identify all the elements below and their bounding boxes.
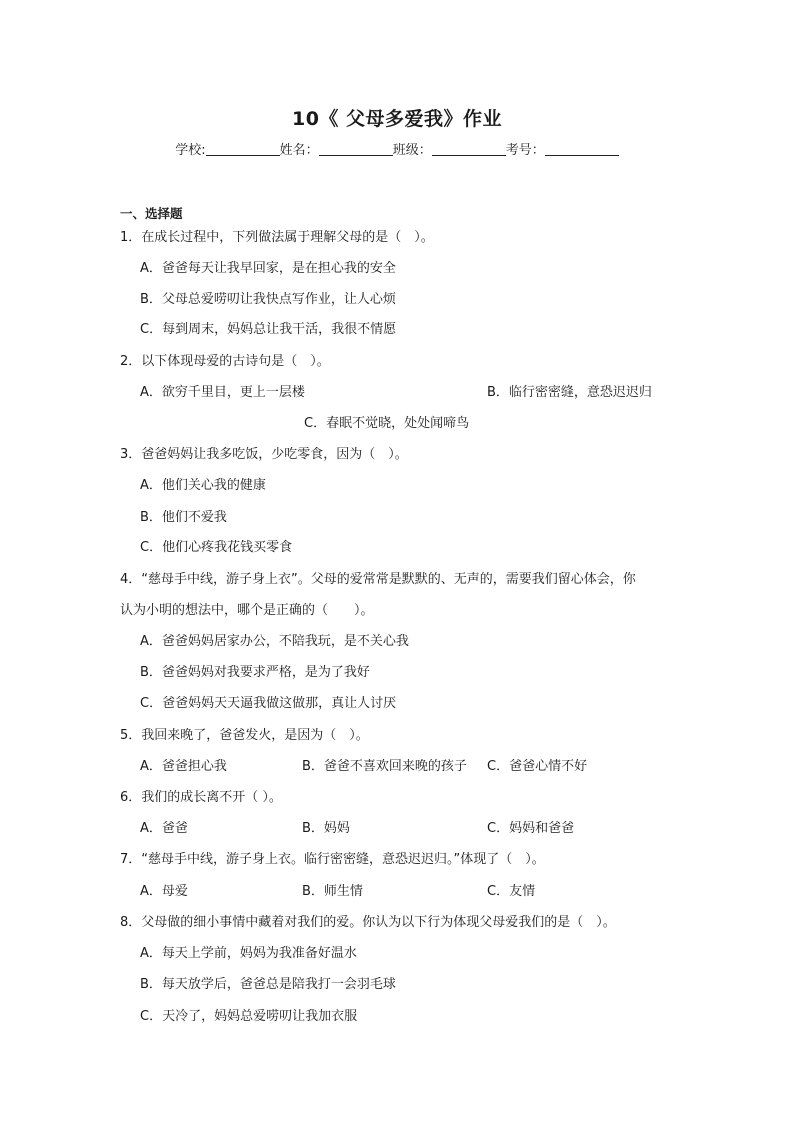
page-title: 10《 父母多爱我》作业 (291, 108, 503, 130)
question-3: 3．爸爸妈妈让我多吃饭，少吃零食，因为（ ）。 (120, 447, 408, 462)
q7-option-a[interactable]: A．母爱 (140, 884, 188, 899)
school-blank[interactable] (206, 141, 280, 156)
q5-option-a[interactable]: A．爸爸担心我 (140, 759, 227, 774)
q8-option-b[interactable]: B．每天放学后，爸爸总是陪我打一会羽毛球 (140, 977, 396, 992)
q3-option-c[interactable]: C．他们心疼我花钱买零食 (140, 540, 293, 555)
q2-option-a[interactable]: A．欲穷千里目，更上一层楼 (140, 385, 305, 400)
class-blank[interactable] (432, 141, 506, 156)
section-heading: 一、选择题 (120, 206, 183, 221)
q5-option-b[interactable]: B．爸爸不喜欢回来晚的孩子 (302, 759, 467, 774)
q6-option-c[interactable]: C．妈妈和爸爸 (487, 821, 575, 836)
q8-option-c[interactable]: C．天冷了，妈妈总爱唠叨让我加衣服 (140, 1009, 358, 1024)
q5-option-c[interactable]: C．爸爸心情不好 (487, 759, 588, 774)
question-2: 2．以下体现母爱的古诗句是（ ）。 (120, 354, 330, 369)
exam-no-label: 考号： (505, 143, 545, 158)
q1-option-b[interactable]: B．父母总爱唠叨让我快点写作业，让人心烦 (140, 292, 396, 307)
question-8: 8．父母做的细小事情中藏着对我们的爱。你认为以下行为体现父母爱我们的是（ ）。 (120, 915, 616, 930)
q4-option-a[interactable]: A．爸爸妈妈居家办公，不陪我玩，是不关心我 (140, 634, 409, 649)
exam-no-blank[interactable] (545, 141, 619, 156)
q2-option-c[interactable]: C．春眠不觉晓，处处闻啼鸟 (304, 416, 470, 431)
q6-option-b[interactable]: B．妈妈 (302, 821, 350, 836)
school-label: 学校: (175, 143, 206, 158)
question-5: 5．我回来晚了，爸爸发火，是因为（ ）。 (120, 728, 369, 743)
q7-option-b[interactable]: B．师生情 (302, 884, 363, 899)
q3-option-b[interactable]: B．他们不爱我 (140, 510, 227, 525)
q3-option-a[interactable]: A．他们关心我的健康 (140, 478, 266, 493)
question-6: 6．我们的成长离不开（ ）。 (120, 790, 282, 805)
q2-option-b[interactable]: B．临行密密缝，意恐迟迟归 (487, 385, 652, 400)
q1-option-a[interactable]: A．爸爸每天让我早回家，是在担心我的安全 (140, 261, 396, 276)
name-blank[interactable] (319, 141, 393, 156)
class-label: 班级： (392, 143, 432, 158)
question-4: 4．“慈母手中线，游子身上衣”。父母的爱常常是默默的、无声的，需要我们留心体会，你 (120, 572, 636, 587)
q8-option-a[interactable]: A．每天上学前，妈妈为我准备好温水 (140, 946, 357, 961)
q4-option-b[interactable]: B．爸爸妈妈对我要求严格，是为了我好 (140, 665, 370, 680)
question-7: 7．“慈母手中线，游子身上衣。临行密密缝，意恐迟迟归。”体现了（ ）。 (120, 852, 545, 867)
question-1: 1．在成长过程中，下列做法属于理解父母的是（ ）。 (120, 230, 434, 245)
name-label: 姓名： (279, 143, 319, 158)
q7-option-c[interactable]: C．友情 (487, 884, 536, 899)
q4-option-c[interactable]: C．爸爸妈妈天天逼我做这做那，真让人讨厌 (140, 696, 397, 711)
question-4-continued: 认为小明的想法中，哪个是正确的（ ）。 (120, 603, 374, 618)
q6-option-a[interactable]: A．爸爸 (140, 821, 188, 836)
q1-option-c[interactable]: C．每到周末，妈妈总让我干活，我很不情愿 (140, 322, 397, 337)
student-info-line (0, 139, 794, 158)
